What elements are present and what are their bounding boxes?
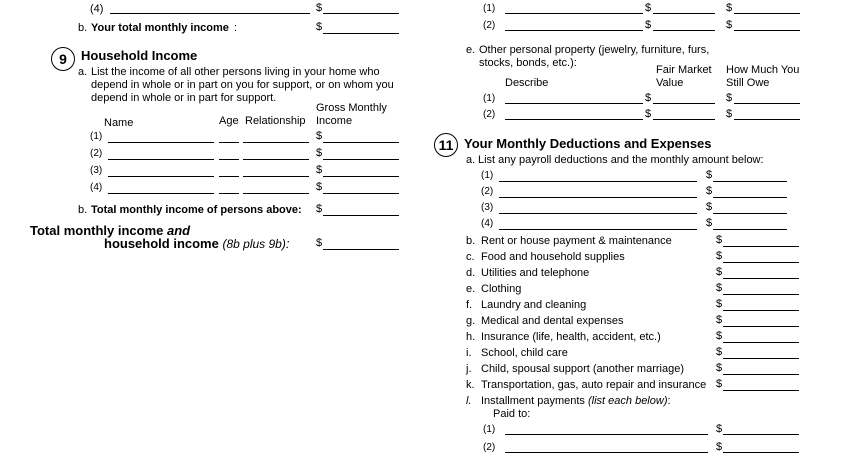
name-field[interactable] xyxy=(108,193,214,194)
expense-label: Laundry and cleaning xyxy=(481,299,587,311)
column-header-owe: Still Owe xyxy=(726,77,770,89)
installment-amount-field[interactable] xyxy=(723,452,799,453)
owe-field[interactable] xyxy=(734,103,800,104)
expense-label: Child, spousal support (another marriage) xyxy=(481,363,684,375)
expense-label: Insurance (life, health, accident, etc.) xyxy=(481,331,661,343)
dollar-sign: $ xyxy=(716,441,723,453)
row-number: (2) xyxy=(483,109,496,120)
other-property-label: Other personal property (jewelry, furniture, furs, xyxy=(479,44,710,56)
deduction-description-field[interactable] xyxy=(499,213,697,214)
dollar-sign: $ xyxy=(716,266,723,278)
describe-field[interactable] xyxy=(505,119,643,120)
dollar-sign: $ xyxy=(645,92,652,104)
expense-amount-field[interactable] xyxy=(723,374,799,375)
total-monthly-income-field[interactable] xyxy=(323,33,399,34)
expense-label: School, child care xyxy=(481,347,568,359)
dollar-sign: $ xyxy=(316,164,323,176)
column-header-age: Age xyxy=(219,115,239,127)
row-number: (1) xyxy=(481,170,494,181)
expense-amount-field[interactable] xyxy=(723,390,799,391)
row-number: (4) xyxy=(90,3,104,15)
dollar-sign: $ xyxy=(316,181,323,193)
instruction-line: List the income of all other persons living in your home who xyxy=(91,66,380,78)
amount-field[interactable] xyxy=(323,13,399,14)
instruction-line: depend in whole or in part on you for support, or on whom you xyxy=(91,79,394,91)
dollar-sign: $ xyxy=(316,237,323,249)
dollar-sign: $ xyxy=(726,108,733,120)
deduction-description-field[interactable] xyxy=(499,197,697,198)
owe-field[interactable] xyxy=(734,119,800,120)
dollar-sign: $ xyxy=(645,2,652,14)
grand-total-label-line2 xyxy=(104,237,289,250)
dollar-sign: $ xyxy=(645,108,652,120)
dollar-sign: $ xyxy=(706,169,713,181)
column-header-gross: Income xyxy=(316,115,353,127)
item-letter: l. xyxy=(466,395,472,407)
describe-field[interactable] xyxy=(505,103,643,104)
paid-to-field[interactable] xyxy=(505,452,708,453)
expense-amount-field[interactable] xyxy=(723,262,799,263)
relationship-field[interactable] xyxy=(243,142,309,143)
deduction-amount-field[interactable] xyxy=(713,213,787,214)
installment-text: : xyxy=(667,395,671,407)
owe-field[interactable] xyxy=(734,30,800,31)
paid-to-field[interactable] xyxy=(505,434,708,435)
item-letter: b. xyxy=(78,22,88,34)
item-letter: b. xyxy=(466,235,476,247)
row-number: (1) xyxy=(90,131,103,142)
row-number: (1) xyxy=(483,3,496,14)
dollar-sign: $ xyxy=(716,250,723,262)
value-field[interactable] xyxy=(653,30,715,31)
age-field[interactable] xyxy=(219,159,239,160)
row-number: (3) xyxy=(90,165,103,176)
item-letter: i. xyxy=(466,347,472,359)
income-field[interactable] xyxy=(323,193,399,194)
row-number: (3) xyxy=(481,202,494,213)
item-letter: e. xyxy=(466,44,476,56)
describe-field[interactable] xyxy=(505,13,643,14)
row-number: (1) xyxy=(483,93,496,104)
owe-field[interactable] xyxy=(734,13,800,14)
expense-label: Food and household supplies xyxy=(481,251,625,263)
dollar-sign: $ xyxy=(316,203,323,215)
instruction-line: depend in whole or in part for support. xyxy=(91,92,277,104)
dollar-sign: $ xyxy=(706,201,713,213)
income-field[interactable] xyxy=(323,176,399,177)
expense-amount-field[interactable] xyxy=(723,310,799,311)
name-field[interactable] xyxy=(108,159,214,160)
item-letter: f. xyxy=(466,299,473,311)
value-field[interactable] xyxy=(653,103,715,104)
expense-amount-field[interactable] xyxy=(723,326,799,327)
item-letter: h. xyxy=(466,331,476,343)
column-header-owe: How Much You xyxy=(726,64,800,76)
row-number: (4) xyxy=(90,182,103,193)
installment-text: (list each below) xyxy=(588,395,668,407)
row-number: (2) xyxy=(483,20,496,31)
dollar-sign: $ xyxy=(316,21,323,33)
expense-amount-field[interactable] xyxy=(723,278,799,279)
row-number: (2) xyxy=(483,442,496,453)
grand-total-text: and xyxy=(167,223,191,238)
dollar-sign: $ xyxy=(726,2,733,14)
relationship-field[interactable] xyxy=(243,193,309,194)
name-field[interactable] xyxy=(108,142,214,143)
payroll-deductions-label: List any payroll deductions and the monthly amount below: xyxy=(478,154,764,166)
expense-amount-field[interactable] xyxy=(723,246,799,247)
expense-label: Medical and dental expenses xyxy=(481,315,624,327)
dollar-sign: $ xyxy=(716,314,723,326)
item-letter: g. xyxy=(466,315,476,327)
column-header-gross: Gross Monthly xyxy=(316,102,387,114)
expense-label: Clothing xyxy=(481,283,522,295)
dollar-sign: $ xyxy=(716,378,723,390)
section-11-badge: 11 xyxy=(434,133,458,157)
name-field[interactable] xyxy=(108,176,214,177)
grand-total-text: Total monthly income xyxy=(30,223,167,238)
row-number: (1) xyxy=(483,424,496,435)
grand-total-text: (8b plus 9b) xyxy=(222,237,286,251)
dollar-sign: $ xyxy=(726,92,733,104)
item-letter: a. xyxy=(466,154,476,166)
row-number: (2) xyxy=(481,186,494,197)
column-header-describe: Describe xyxy=(505,77,549,89)
dollar-sign: $ xyxy=(716,330,723,342)
dollar-sign: $ xyxy=(645,19,652,31)
row-number: (4) xyxy=(481,218,494,229)
expense-label: Rent or house payment & maintenance xyxy=(481,235,672,247)
grand-total-field[interactable] xyxy=(323,249,399,250)
text-field[interactable] xyxy=(110,13,310,14)
expense-amount-field[interactable] xyxy=(723,358,799,359)
installment-text: Installment payments xyxy=(481,395,588,407)
relationship-field[interactable] xyxy=(243,159,309,160)
section-9-badge: 9 xyxy=(51,47,75,71)
other-property-label: stocks, bonds, etc.): xyxy=(479,57,577,69)
deduction-description-field[interactable] xyxy=(499,181,697,182)
value-field[interactable] xyxy=(653,13,715,14)
total-persons-income-label: Total monthly income of persons above: xyxy=(91,204,302,216)
dollar-sign: $ xyxy=(716,362,723,374)
row-number: (2) xyxy=(90,148,103,159)
grand-total-text: : xyxy=(285,236,290,251)
item-letter: d. xyxy=(466,267,476,279)
dollar-sign: $ xyxy=(706,185,713,197)
item-letter: j. xyxy=(466,363,472,375)
deduction-description-field[interactable] xyxy=(499,229,697,230)
dollar-sign: $ xyxy=(716,346,723,358)
dollar-sign: $ xyxy=(316,2,323,14)
expense-label: Utilities and telephone xyxy=(481,267,590,279)
age-field[interactable] xyxy=(219,142,239,143)
column-header-fmv: Value xyxy=(656,77,684,89)
column-header-relationship: Relationship xyxy=(245,115,306,127)
dollar-sign: $ xyxy=(316,147,323,159)
income-field[interactable] xyxy=(323,142,399,143)
total-monthly-income-label: Your total monthly income xyxy=(91,22,229,34)
deduction-amount-field[interactable] xyxy=(713,181,787,182)
age-field[interactable] xyxy=(219,176,239,177)
deduction-amount-field[interactable] xyxy=(713,229,787,230)
paid-to-label: Paid to: xyxy=(493,408,531,420)
dollar-sign: $ xyxy=(706,217,713,229)
value-field[interactable] xyxy=(653,119,715,120)
expense-amount-field[interactable] xyxy=(723,342,799,343)
item-letter: b. xyxy=(78,204,88,216)
item-letter: e. xyxy=(466,283,476,295)
deduction-amount-field[interactable] xyxy=(713,197,787,198)
section-11-title: Your Monthly Deductions and Expenses xyxy=(464,136,712,151)
income-field[interactable] xyxy=(323,159,399,160)
item-letter: a. xyxy=(78,66,88,78)
dollar-sign: $ xyxy=(716,282,723,294)
relationship-field[interactable] xyxy=(243,176,309,177)
column-header-name: Name xyxy=(104,117,134,129)
age-field[interactable] xyxy=(219,193,239,194)
item-letter: k. xyxy=(466,379,475,391)
dollar-sign: $ xyxy=(726,19,733,31)
dollar-sign: $ xyxy=(716,234,723,246)
section-9-title: Household Income xyxy=(81,48,198,63)
item-letter: c. xyxy=(466,251,475,263)
installment-label xyxy=(481,396,671,407)
dollar-sign: $ xyxy=(316,130,323,142)
describe-field[interactable] xyxy=(505,30,643,31)
colon: : xyxy=(234,22,238,34)
column-header-fmv: Fair Market xyxy=(656,64,712,76)
expense-amount-field[interactable] xyxy=(723,294,799,295)
total-persons-income-field[interactable] xyxy=(323,215,399,216)
grand-total-text: household income xyxy=(104,236,223,251)
dollar-sign: $ xyxy=(716,423,723,435)
installment-amount-field[interactable] xyxy=(723,434,799,435)
dollar-sign: $ xyxy=(716,298,723,310)
expense-label: Transportation, gas, auto repair and insurance xyxy=(481,379,707,391)
